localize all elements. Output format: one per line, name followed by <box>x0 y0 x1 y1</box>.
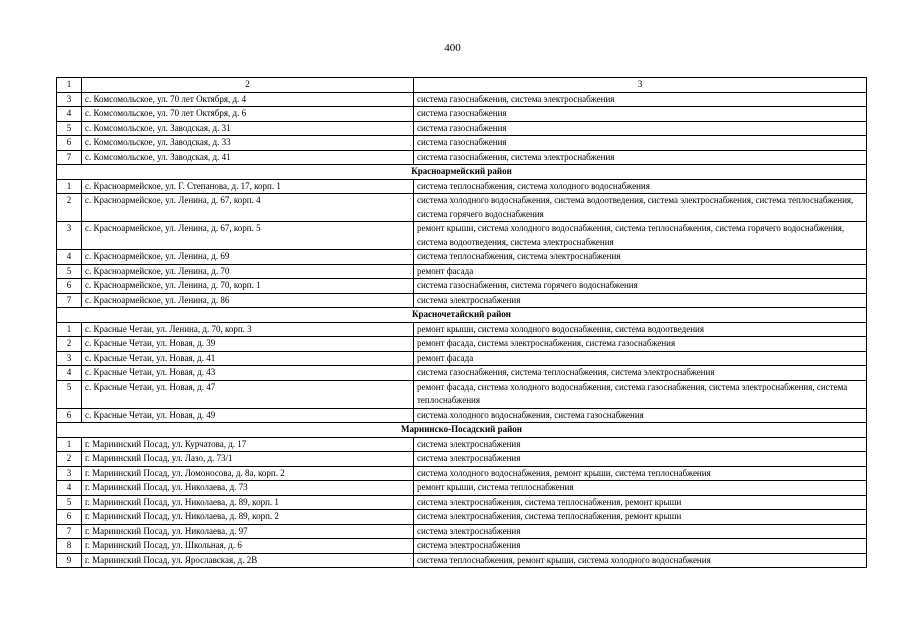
table-row <box>57 495 867 510</box>
row-works: система электроснабжения <box>414 452 867 467</box>
table-row <box>57 408 867 423</box>
table-row <box>57 380 867 408</box>
row-number: 6 <box>57 136 82 151</box>
row-works: система газоснабжения <box>414 107 867 122</box>
row-works: ремонт фасада, система электроснабжения, система газоснабжения <box>414 337 867 352</box>
table-row <box>57 524 867 539</box>
row-works: ремонт фасада, система холодного водоснабжения, система газоснабжения, система электроснабжения, система теплоснабжения <box>414 380 867 408</box>
row-works: система электроснабжения <box>414 293 867 308</box>
table-row <box>57 293 867 308</box>
table-row <box>57 553 867 568</box>
row-address: с. Красные Четаи, ул. Новая, д. 41 <box>82 351 414 366</box>
section-header-row <box>57 423 867 438</box>
row-address: с. Комсомольское, ул. Заводская, д. 31 <box>82 121 414 136</box>
row-number: 5 <box>57 121 82 136</box>
table-body <box>57 78 867 568</box>
table-row <box>57 194 867 222</box>
row-number: 2 <box>57 194 82 222</box>
row-number: 3 <box>57 466 82 481</box>
table-row <box>57 366 867 381</box>
table-row <box>57 452 867 467</box>
table-row <box>57 179 867 194</box>
table-row <box>57 264 867 279</box>
table-row <box>57 107 867 122</box>
table-header-row <box>57 78 867 93</box>
row-works: система холодного водоснабжения, система газоснабжения <box>414 408 867 423</box>
row-works: система газоснабжения <box>414 121 867 136</box>
table-row <box>57 121 867 136</box>
section-header-row <box>57 308 867 323</box>
row-address: г. Мариинский Посад, ул. Школьная, д. 6 <box>82 539 414 554</box>
row-works: ремонт крыши, система холодного водоснабжения, система водоотведения <box>414 322 867 337</box>
row-works: система газоснабжения <box>414 136 867 151</box>
table-row <box>57 92 867 107</box>
table-row <box>57 539 867 554</box>
row-number: 4 <box>57 107 82 122</box>
row-address: с. Красноармейское, ул. Ленина, д. 67, корп. 4 <box>82 194 414 222</box>
table-row <box>57 150 867 165</box>
row-address: г. Мариинский Посад, ул. Ломоносова, д. 8а, корп. 2 <box>82 466 414 481</box>
table-row <box>57 481 867 496</box>
row-address: с. Красные Четаи, ул. Новая, д. 39 <box>82 337 414 352</box>
row-number: 5 <box>57 380 82 408</box>
row-number: 1 <box>57 322 82 337</box>
row-number: 7 <box>57 150 82 165</box>
row-works: система теплоснабжения, система холодного водоснабжения <box>414 179 867 194</box>
section-title: Красноармейский район <box>57 165 867 180</box>
row-number: 8 <box>57 539 82 554</box>
row-number: 7 <box>57 293 82 308</box>
header-col-works: 3 <box>414 78 867 93</box>
row-address: с. Комсомольское, ул. Заводская, д. 41 <box>82 150 414 165</box>
row-number: 3 <box>57 222 82 250</box>
row-number: 4 <box>57 250 82 265</box>
row-works: система электроснабжения, система теплоснабжения, ремонт крыши <box>414 495 867 510</box>
row-address: с. Красноармейское, ул. Г. Степанова, д. 17, корп. 1 <box>82 179 414 194</box>
table-row <box>57 279 867 294</box>
row-works: ремонт фасада <box>414 264 867 279</box>
row-number: 7 <box>57 524 82 539</box>
row-address: с. Красные Четаи, ул. Ленина, д. 70, корп. 3 <box>82 322 414 337</box>
row-works: система газоснабжения, система теплоснабжения, система электроснабжения <box>414 366 867 381</box>
row-address: с. Красноармейское, ул. Ленина, д. 70 <box>82 264 414 279</box>
row-number: 3 <box>57 351 82 366</box>
row-works: ремонт крыши, система холодного водоснабжения, система теплоснабжения, система горячего водоснабжения, система водоотведения, система электроснабжения <box>414 222 867 250</box>
row-number: 1 <box>57 179 82 194</box>
section-title: Красночетайский район <box>57 308 867 323</box>
row-works: система теплоснабжения, ремонт крыши, система холодного водоснабжения <box>414 553 867 568</box>
row-address: г. Мариинский Посад, ул. Лазо, д. 73/1 <box>82 452 414 467</box>
row-address: г. Мариинский Посад, ул. Ярославская, д. 2В <box>82 553 414 568</box>
row-address: с. Красные Четаи, ул. Новая, д. 49 <box>82 408 414 423</box>
table-row <box>57 510 867 525</box>
row-works: ремонт фасада <box>414 351 867 366</box>
header-col-address: 2 <box>82 78 414 93</box>
section-header-row <box>57 165 867 180</box>
row-number: 4 <box>57 366 82 381</box>
table-row <box>57 466 867 481</box>
row-number: 1 <box>57 437 82 452</box>
row-works: система электроснабжения, система теплоснабжения, ремонт крыши <box>414 510 867 525</box>
row-number: 4 <box>57 481 82 496</box>
row-works: система теплоснабжения, система электроснабжения <box>414 250 867 265</box>
row-number: 5 <box>57 495 82 510</box>
row-works: система холодного водоснабжения, ремонт крыши, система теплоснабжения <box>414 466 867 481</box>
row-address: с. Красноармейское, ул. Ленина, д. 67, корп. 5 <box>82 222 414 250</box>
row-number: 6 <box>57 510 82 525</box>
table-row <box>57 337 867 352</box>
row-works: система холодного водоснабжения, система водоотведения, система электроснабжения, система теплоснабжения, система горячего водоснабжения <box>414 194 867 222</box>
row-number: 9 <box>57 553 82 568</box>
table-row <box>57 437 867 452</box>
row-works: система газоснабжения, система горячего водоснабжения <box>414 279 867 294</box>
table-row <box>57 351 867 366</box>
row-address: г. Мариинский Посад, ул. Николаева, д. 89, корп. 1 <box>82 495 414 510</box>
row-works: система электроснабжения <box>414 524 867 539</box>
row-address: с. Комсомольское, ул. 70 лет Октября, д. 6 <box>82 107 414 122</box>
table-row <box>57 322 867 337</box>
row-number: 6 <box>57 408 82 423</box>
row-address: с. Комсомольское, ул. Заводская, д. 33 <box>82 136 414 151</box>
row-address: с. Комсомольское, ул. 70 лет Октября, д. 4 <box>82 92 414 107</box>
row-address: г. Мариинский Посад, ул. Курчатова, д. 17 <box>82 437 414 452</box>
row-works: система электроснабжения <box>414 539 867 554</box>
repair-table <box>56 77 867 568</box>
row-number: 6 <box>57 279 82 294</box>
row-address: с. Красноармейское, ул. Ленина, д. 86 <box>82 293 414 308</box>
page-number: 400 <box>444 42 461 54</box>
header-col-number: 1 <box>57 78 82 93</box>
row-address: с. Красные Четаи, ул. Новая, д. 47 <box>82 380 414 408</box>
table-row <box>57 250 867 265</box>
row-address: г. Мариинский Посад, ул. Николаева, д. 89, корп. 2 <box>82 510 414 525</box>
row-address: с. Красноармейское, ул. Ленина, д. 69 <box>82 250 414 265</box>
table-row <box>57 222 867 250</box>
row-address: г. Мариинский Посад, ул. Николаева, д. 73 <box>82 481 414 496</box>
row-address: г. Мариинский Посад, ул. Николаева, д. 97 <box>82 524 414 539</box>
row-number: 3 <box>57 92 82 107</box>
row-number: 2 <box>57 337 82 352</box>
table-row <box>57 136 867 151</box>
row-works: система газоснабжения, система электроснабжения <box>414 92 867 107</box>
row-works: система электроснабжения <box>414 437 867 452</box>
row-number: 2 <box>57 452 82 467</box>
section-title: Мариинско-Посадский район <box>57 423 867 438</box>
row-number: 5 <box>57 264 82 279</box>
row-address: с. Красноармейское, ул. Ленина, д. 70, корп. 1 <box>82 279 414 294</box>
row-works: система газоснабжения, система электроснабжения <box>414 150 867 165</box>
row-address: с. Красные Четаи, ул. Новая, д. 43 <box>82 366 414 381</box>
row-works: ремонт крыши, система теплоснабжения <box>414 481 867 496</box>
